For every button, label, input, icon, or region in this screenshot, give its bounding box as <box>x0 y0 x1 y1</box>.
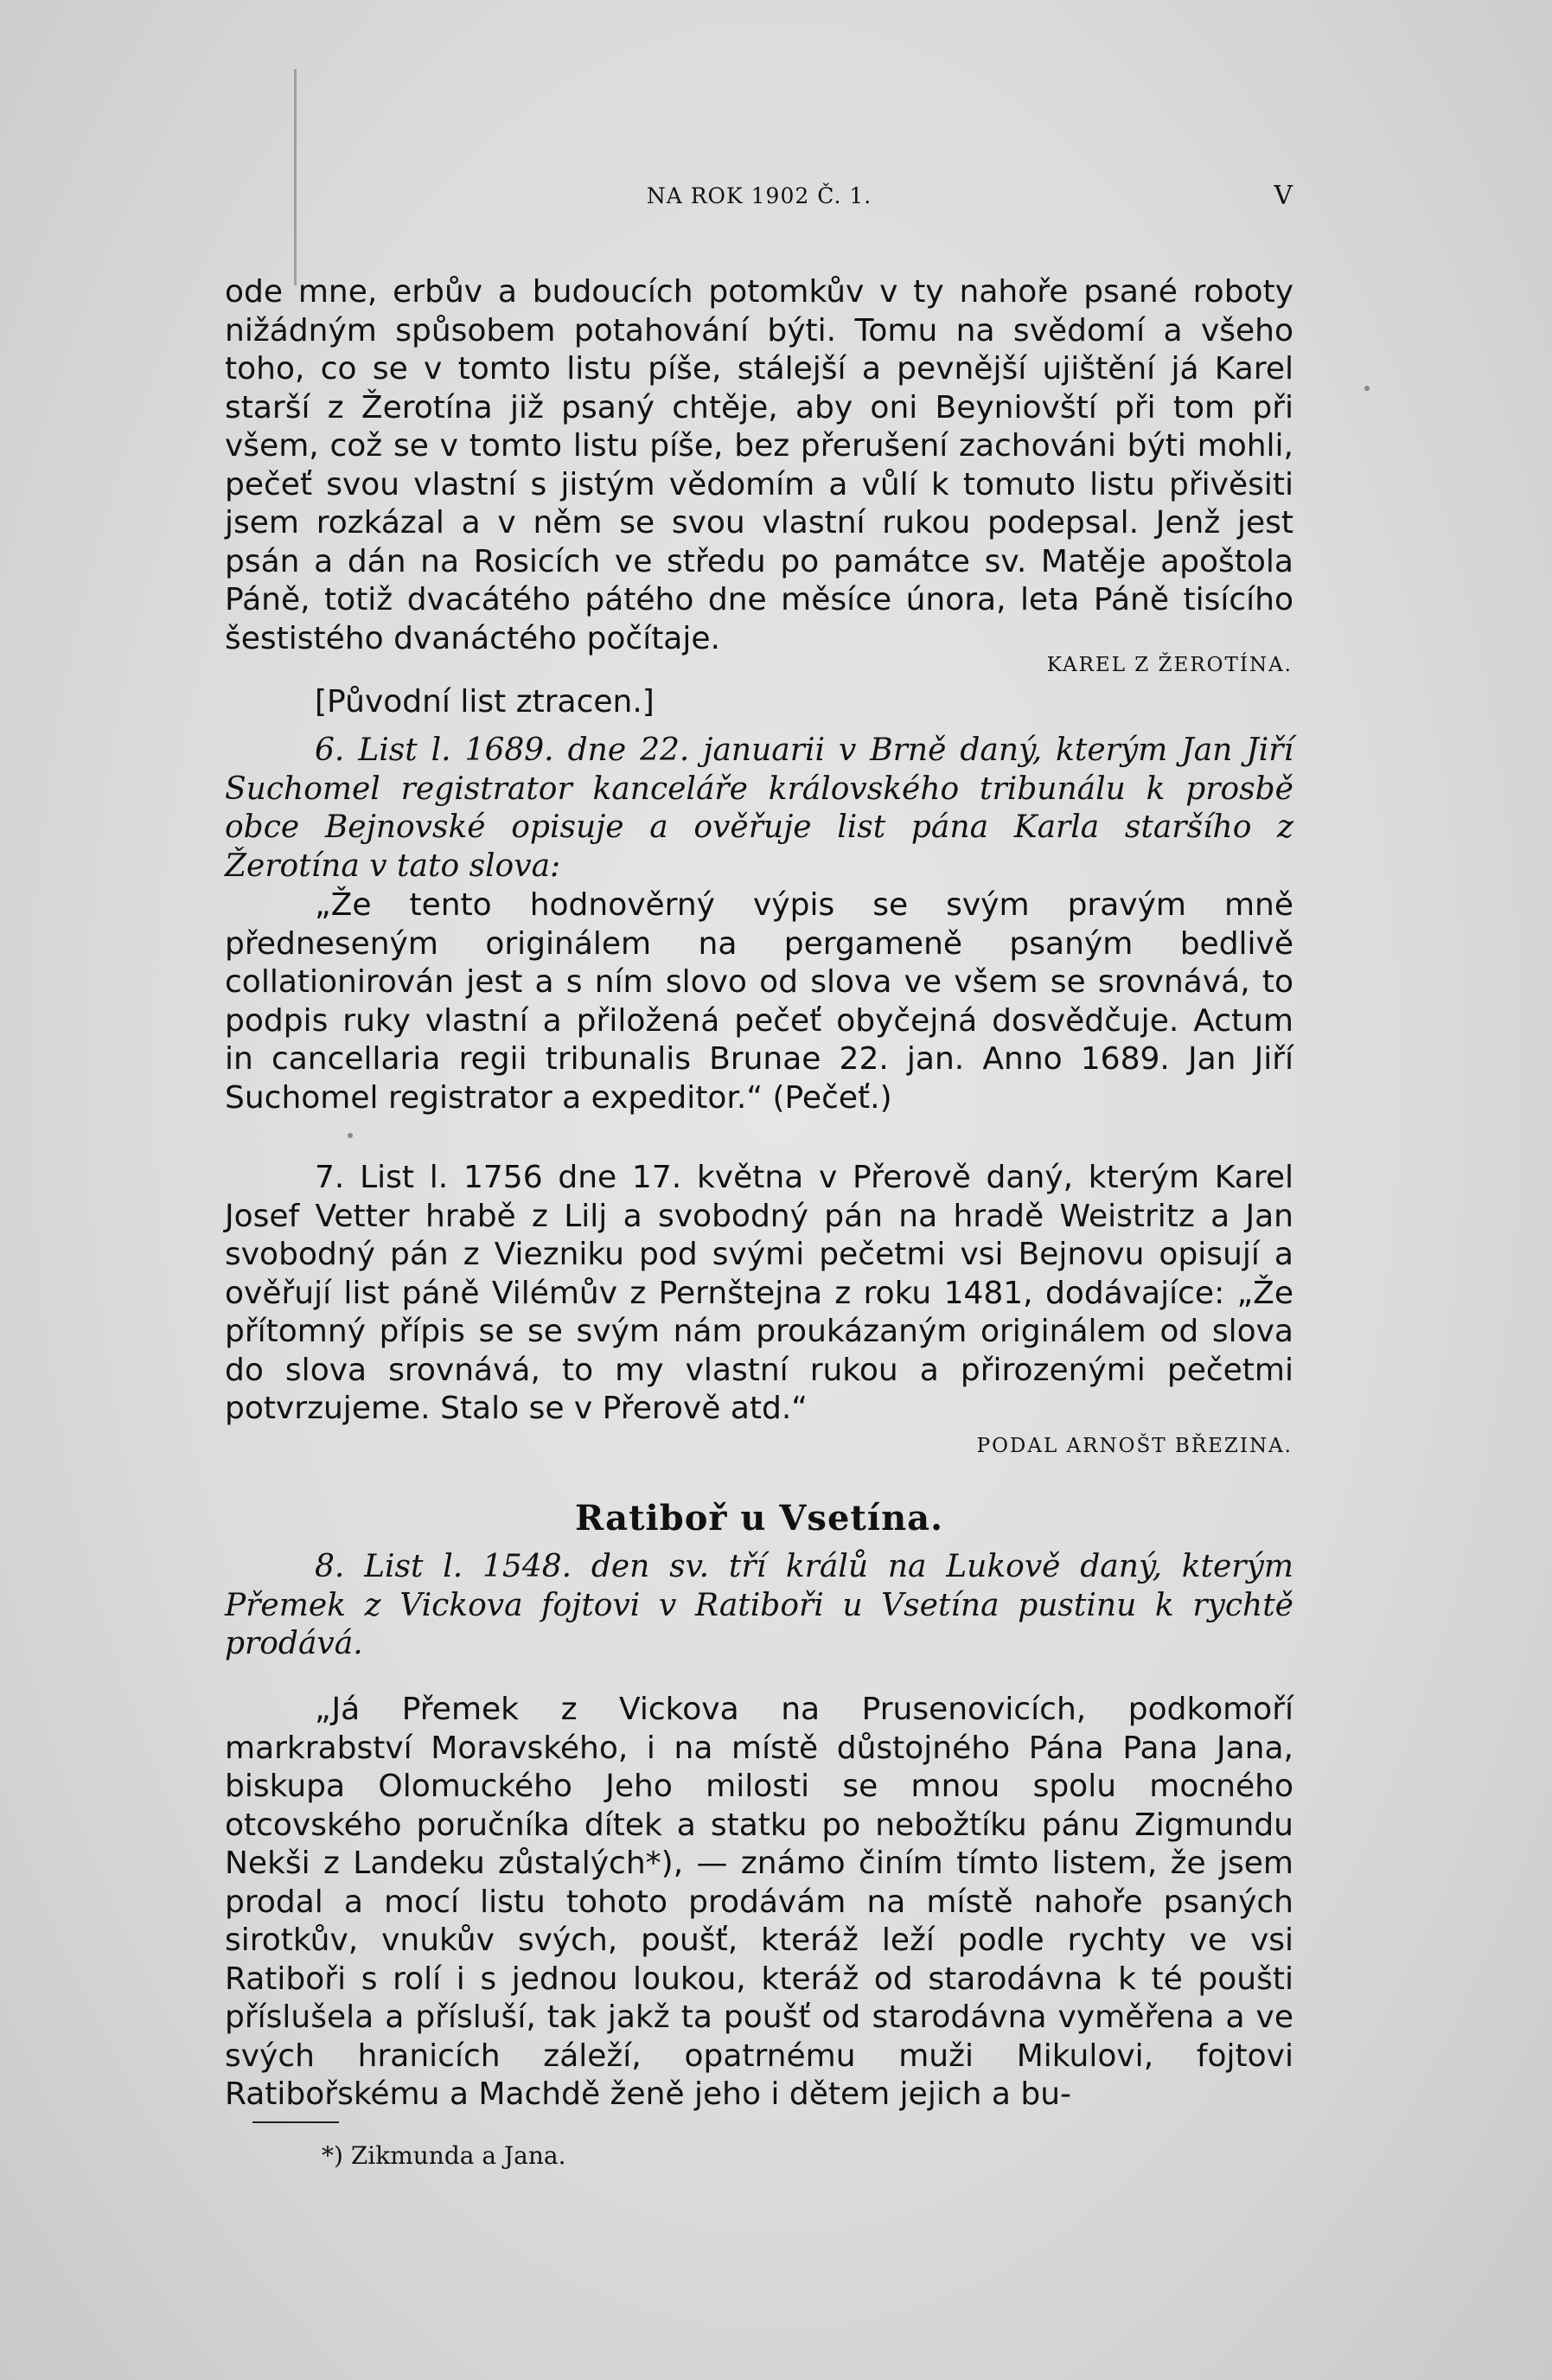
scan-edge-line <box>294 69 297 285</box>
entry-6-intro: 6. List l. 1689. dne 22. januarii v Brně daný, kterým Jan Jiří Suchomel registrator kanceláře královského tribunálu k prosbě obce Bejnovské opisuje a ověřuje list pána Karla staršího z Žerotína v tato slova: <box>225 733 1293 884</box>
page-number: V <box>1274 181 1293 211</box>
scan-speck <box>348 1133 353 1138</box>
footnote: *) Zikmunda a Jana. <box>322 2141 566 2170</box>
signature-zerotin: KAREL Z ŽEROTÍNA. <box>1046 654 1293 676</box>
page-header <box>225 183 1293 218</box>
entry-8-quote: „Já Přemek z Vickova na Prusenovicích, podkomoří markrabství Moravského, i na místě důstojného Pána Pana Jana, biskupa Olomuckého Jeho milosti se mnou spolu mocného otcovského poručníka dítek a statku po nebožtíku pánu Zigmundu Nekši z Landeku zůstalých*), — známo činím tímto listem, že jsem prodal a mocí listu tohoto prodávám na místě nahoře psaných sirotkův, vnukův svých, poušť, kteráž leží podle rychty ve vsi Ratiboři s rolí i s jednou loukou, kteráž od starodávna k té poušti příslušela a přísluší, tak jakž ta poušť od starodávna vyměřena a ve svých hranicích záleží, opatrnému muži Mikulovi, fojtovi Ratibořskému a Machdě ženě jeho i dětem jejich a bu- <box>225 1692 1293 2112</box>
block1-paragraph: ode mne, erbův a budoucích potomkův v ty nahoře psané roboty nižádným spůsobem potahování býti. Tomu na svědomí a všeho toho, co se v tomto listu píše, stálejší a pevnější ujištění já Karel starší z Žerotína již psaný chtěje, aby oni Beyniovští při tom při všem, což se v tomto listu píše, bez přerušení zachováni býti mohli, pečeť svou vlastní s jistým vědomím a vůlí k tomuto listu přivěsiti jsem rozkázal a v něm se svou vlastní rukou podepsal. Jenž jest psán a dán na Rosicích ve středu po památce sv. Matěje apoštola Páně, totiž dvacátého pátého dne měsíce února, leta Páně tisícího šestistého dvanáctého počítaje. <box>225 274 1293 656</box>
signature-brezina: PODAL ARNOŠT BŘEZINA. <box>976 1435 1293 1457</box>
entry-6-quote: „Že tento hodnověrný výpis se svým pravým mně předneseným originálem na pergameně psaným bedlivě collationirován jest a s ním slovo od slova ve všem se srovnává, to podpis ruky vlastní a přiložená pečeť obyčejná dosvědčuje. Actum in cancellaria regii tribunalis Brunae 22. jan. Anno 1689. Jan Jiří Suchomel registrator a expeditor.“ (Pečeť.) <box>225 887 1293 1116</box>
section-heading: Ratiboř u Vsetína. <box>574 1498 943 1539</box>
entry-8-intro: 8. List l. 1548. den sv. tří králů na Lukově daný, kterým Přemek z Vickova fojtovi v Ratiboři u Vsetína pustinu k rychtě prodává. <box>225 1549 1293 1661</box>
footnote-rule <box>252 2121 339 2123</box>
running-title: NA ROK 1902 Č. 1. <box>646 183 872 208</box>
scan-speck <box>1364 386 1370 391</box>
entry-7-text: 7. List l. 1756 dne 17. května v Přerově daný, kterým Karel Josef Vetter hrabě z Lilj a svobodný pán na hradě Weistritz a Jan svobodný pán z Viezniku pod svými pečetmi vsi Bejnovu opisují a ověřují list páně Vilémův z Pernštejna z roku 1481, dodávajíce: „Že přítomný přípis se se svým nám proukázaným originálem od slova do slova srovnává, to my vlastní rukou a přirozenými pečetmi potvrzujeme. Stalo se v Přerově atd.“ <box>225 1160 1293 1426</box>
original-lost-note: [Původní list ztracen.] <box>315 684 655 720</box>
